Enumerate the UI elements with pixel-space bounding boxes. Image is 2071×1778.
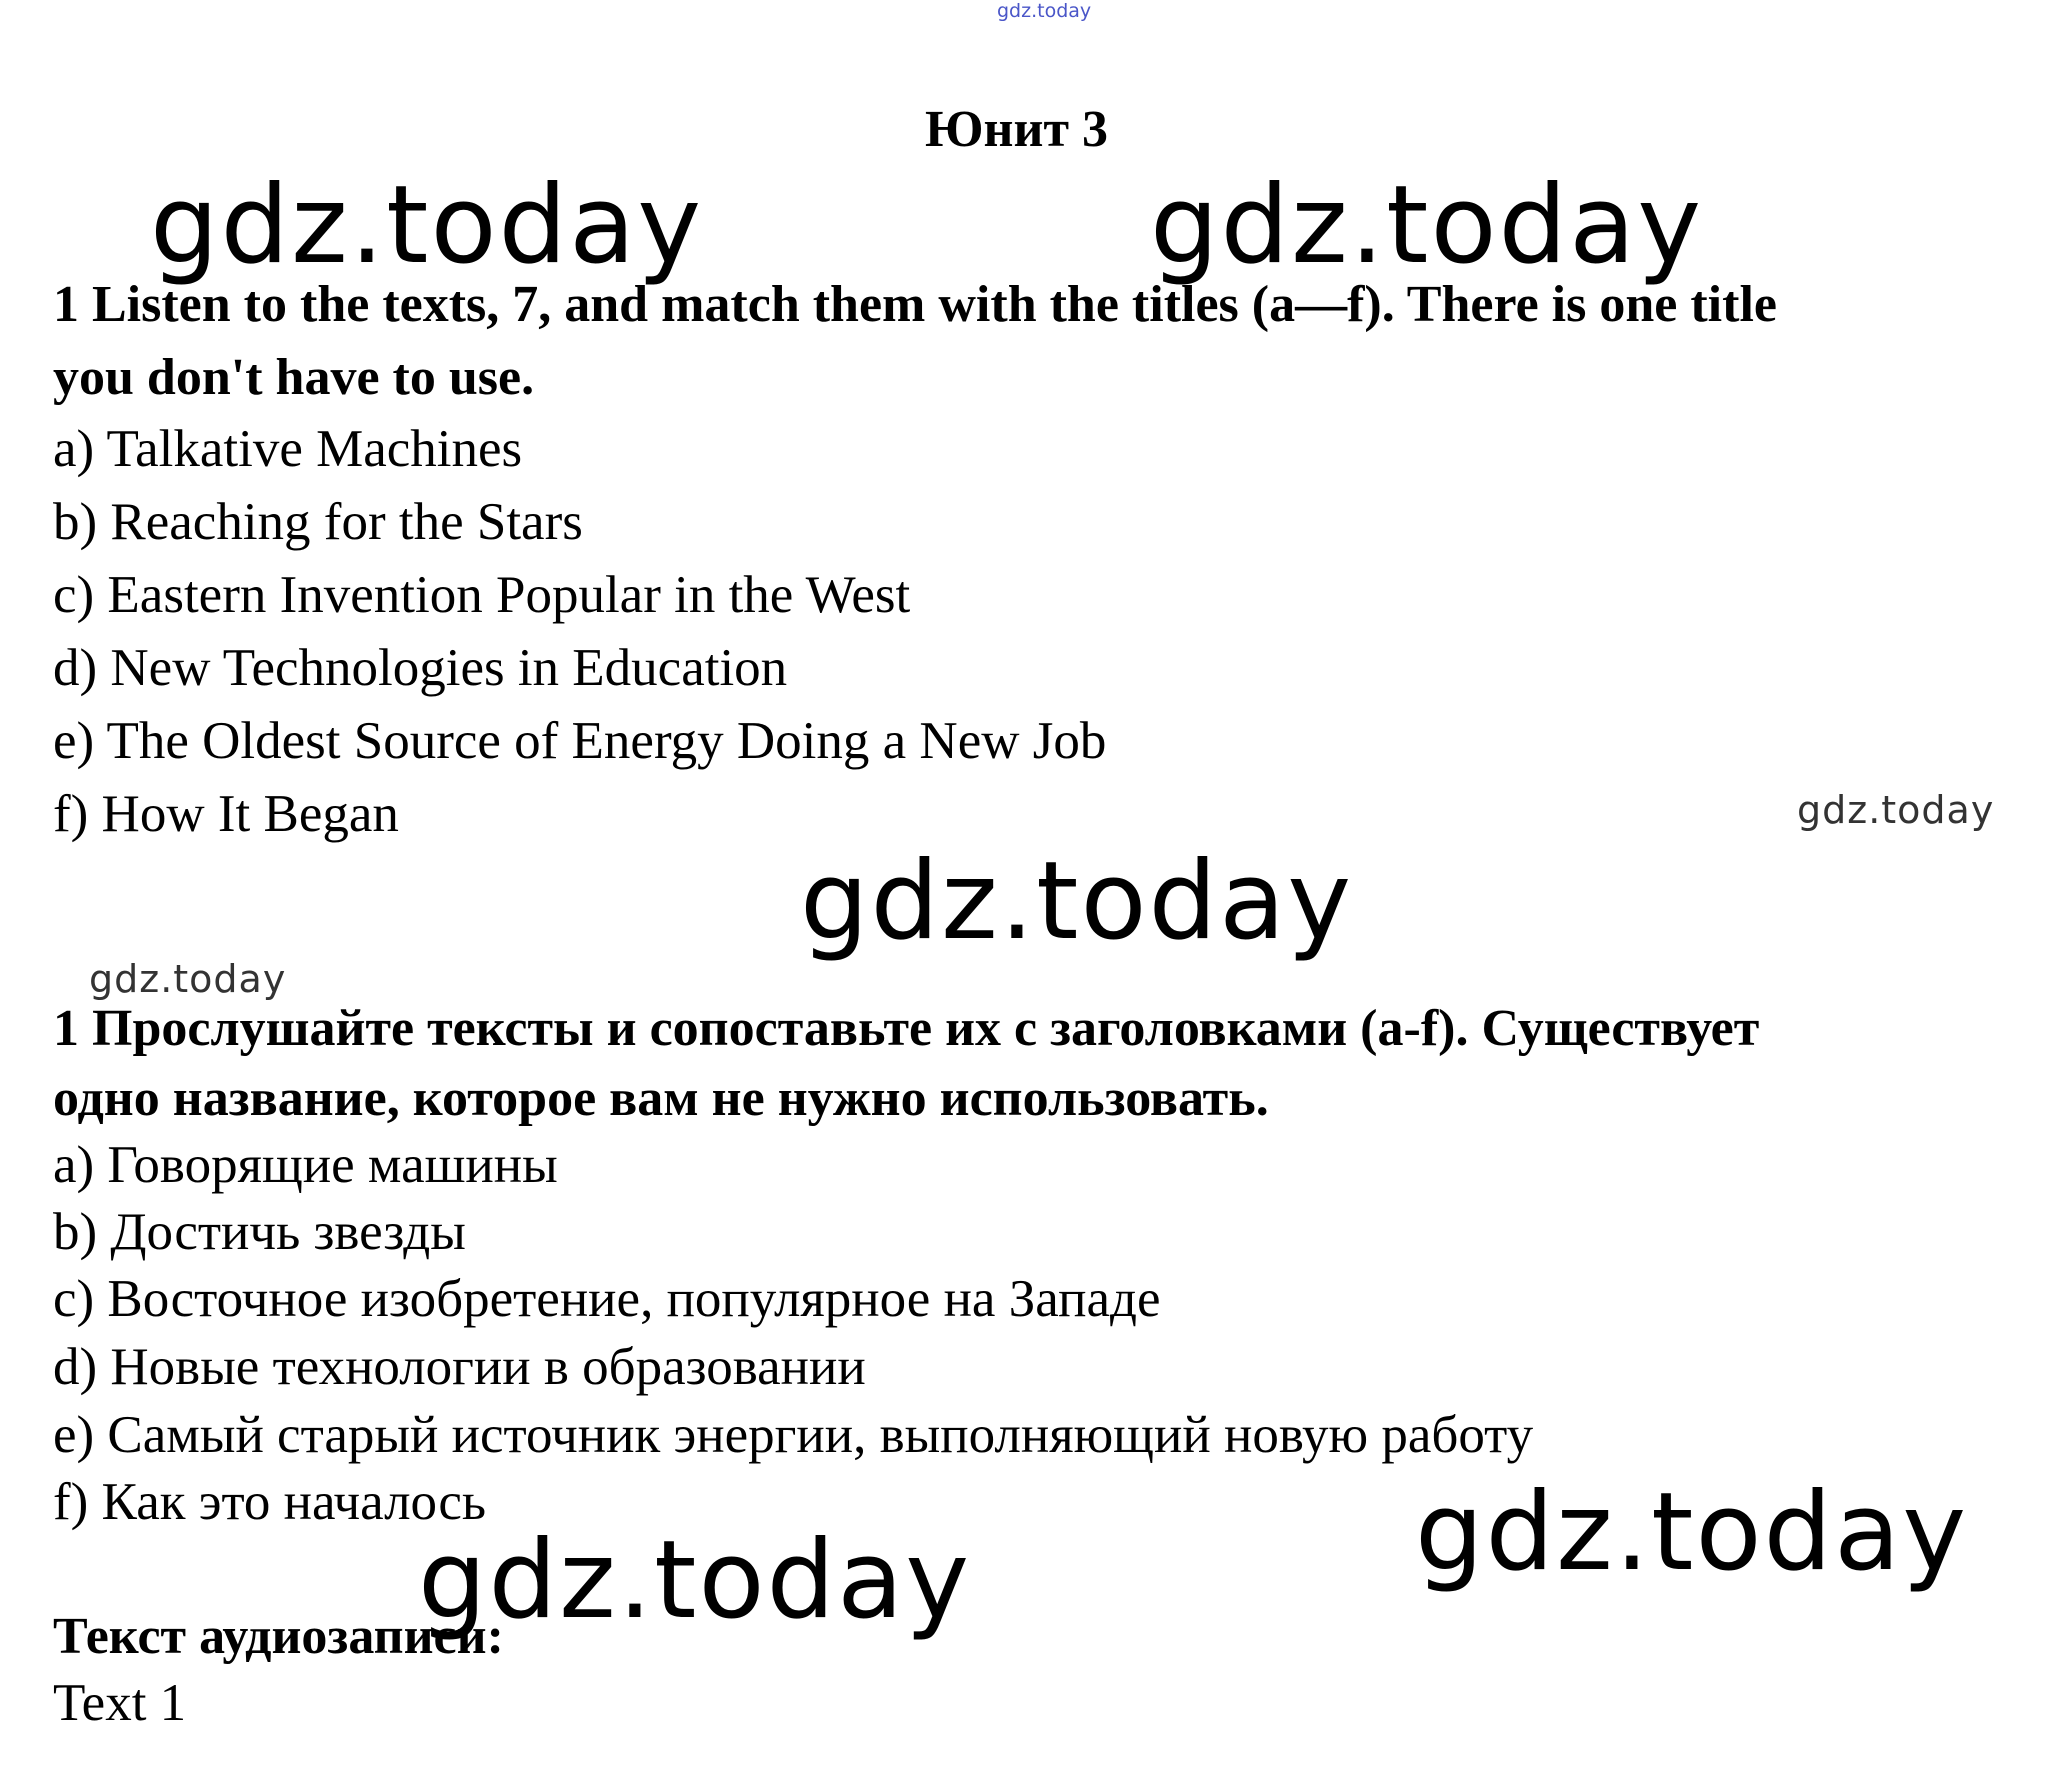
russian-item-a: a) Говорящие машины bbox=[53, 1136, 558, 1194]
watermark-bottom-right: gdz.today bbox=[1415, 1470, 1969, 1595]
english-task-line-1: 1 Listen to the texts, 7, and match them with the titles (a—f). There is one title bbox=[53, 276, 1777, 333]
watermark-top-right: gdz.today bbox=[1150, 163, 1704, 288]
watermark-top-tiny: gdz.today bbox=[997, 0, 1092, 22]
english-task-line-2: you don't have to use. bbox=[53, 349, 535, 406]
audio-heading: Текст аудиозаписи: bbox=[53, 1608, 504, 1665]
watermark-bottom-left: gdz.today bbox=[418, 1518, 972, 1643]
russian-item-e: e) Самый старый источник энергии, выполняющий новую работу bbox=[53, 1406, 1534, 1464]
english-item-c: c) Eastern Invention Popular in the West bbox=[53, 566, 911, 624]
english-item-f: f) How It Began bbox=[53, 785, 399, 843]
watermark-mid-left-small: gdz.today bbox=[89, 957, 287, 1001]
text-label: Text 1 bbox=[53, 1674, 187, 1732]
watermark-mid-right-small: gdz.today bbox=[1797, 788, 1995, 832]
russian-task-line-2: одно название, которое вам не нужно использовать. bbox=[53, 1070, 1269, 1127]
watermark-center: gdz.today bbox=[800, 839, 1354, 964]
english-item-b: b) Reaching for the Stars bbox=[53, 493, 583, 551]
english-item-a: a) Talkative Machines bbox=[53, 420, 523, 478]
english-item-d: d) New Technologies in Education bbox=[53, 639, 788, 697]
russian-item-c: c) Восточное изобретение, популярное на Западе bbox=[53, 1270, 1161, 1328]
page-title: Юнит 3 bbox=[925, 101, 1109, 158]
russian-task-line-1: 1 Прослушайте тексты и сопоставьте их с заголовками (a-f). Существует bbox=[53, 1000, 1760, 1057]
russian-item-b: b) Достичь звезды bbox=[53, 1203, 466, 1261]
russian-item-d: d) Новые технологии в образовании bbox=[53, 1338, 866, 1396]
watermark-top-left: gdz.today bbox=[150, 163, 704, 288]
english-item-e: e) The Oldest Source of Energy Doing a New Job bbox=[53, 712, 1107, 770]
russian-item-f: f) Как это началось bbox=[53, 1473, 487, 1531]
